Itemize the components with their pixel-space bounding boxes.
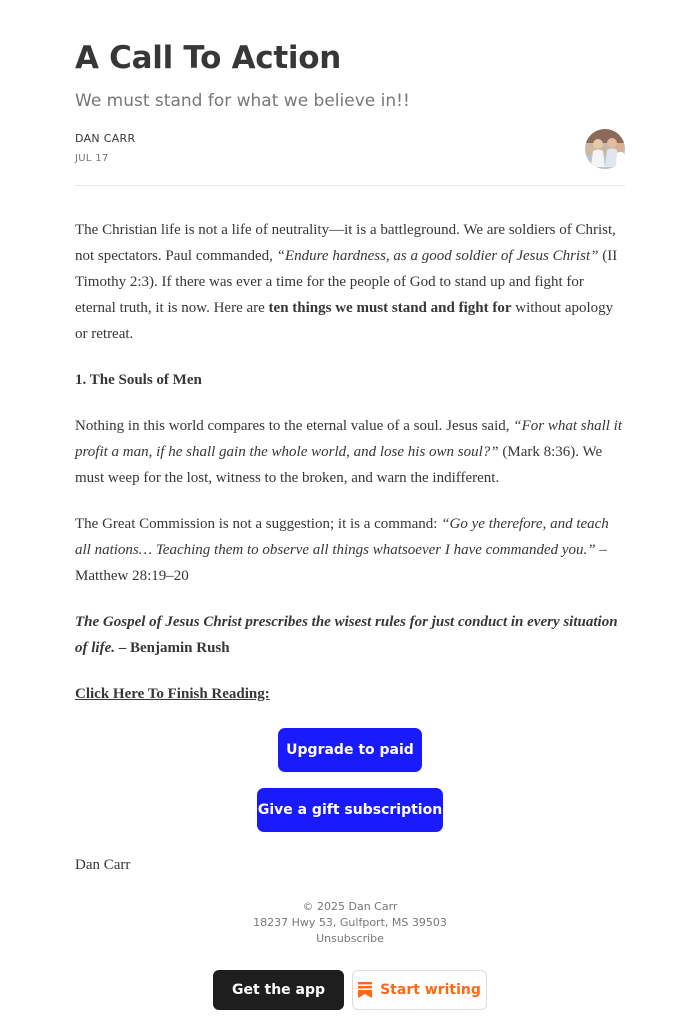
post-date: JUL 17 <box>75 153 109 164</box>
footer-copyright: © 2025 Dan Carr <box>302 900 398 913</box>
start-writing-button[interactable] <box>352 970 487 1010</box>
post-subtitle: We must stand for what we believe in!! <box>75 91 410 111</box>
rush-quote-paragraph <box>75 609 625 661</box>
intro-text-3: without apology or retreat. <box>75 300 614 342</box>
gift-subscription-button[interactable]: Give a gift subscription <box>257 788 443 832</box>
finish-reading-link[interactable]: Click Here To Finish Reading: <box>75 686 270 702</box>
rush-quote-attribution: – Benjamin Rush <box>114 640 230 656</box>
upgrade-to-paid-button[interactable]: Upgrade to paid <box>278 728 422 772</box>
bookmark-stack-icon <box>358 982 372 998</box>
post-title[interactable]: A Call To Action <box>75 40 341 76</box>
rush-quote: The Gospel of Jesus Christ prescribes the wisest rules for just conduct in every situation of life. <box>75 614 618 656</box>
commission-reference: – Matthew 28:19–20 <box>75 542 607 584</box>
intro-paragraph <box>75 217 625 347</box>
intro-emphasis: ten things we must stand and fight for <box>268 300 512 316</box>
section-heading-text: 1. The Souls of Men <box>75 372 202 388</box>
finish-reading-paragraph <box>75 681 625 707</box>
souls-text: Nothing in this world compares to the eternal value of a soul. Jesus said, <box>75 418 514 434</box>
section-heading <box>75 367 625 393</box>
author-name[interactable]: DAN CARR <box>75 132 136 145</box>
intro-text-2: (II Timothy 2:3). If there was ever a time for the people of God to stand up and fight for eternal truth, it is now. Here are <box>75 248 618 316</box>
post-body <box>75 217 625 727</box>
get-the-app-button[interactable]: Get the app <box>213 970 344 1010</box>
author-avatar[interactable] <box>585 129 625 169</box>
intro-scripture-quote: “Endure hardness, as a good soldier of Jesus Christ” <box>276 248 599 264</box>
header-divider <box>75 185 625 186</box>
souls-text-2: (Mark 8:36). We must weep for the lost, witness to the broken, and warn the indifferent. <box>75 444 603 486</box>
intro-text: The Christian life is not a life of neutrality—it is a battleground. We are soldiers of Christ, not spectators. Paul commanded, <box>75 222 616 264</box>
commission-text: The Great Commission is not a suggestion; it is a command: <box>75 516 442 532</box>
souls-paragraph <box>75 413 625 491</box>
footer-address: 18237 Hwy 53, Gulfport, MS 39503 <box>253 916 447 929</box>
commission-scripture-quote: “Go ye therefore, and teach all nations… Teaching them to observe all things whatsoever I have commanded you.” <box>75 516 609 558</box>
souls-scripture-quote: “For what shall it profit a man, if he shall gain the whole world, and lose his own soul?” <box>75 418 623 460</box>
start-writing-label: Start writing <box>380 982 481 998</box>
footer-unsubscribe-row <box>0 931 700 947</box>
signature: Dan Carr <box>75 857 131 873</box>
unsubscribe-link[interactable]: Unsubscribe <box>316 932 384 945</box>
commission-paragraph <box>75 511 625 589</box>
avatar-photo-icon <box>585 129 625 169</box>
